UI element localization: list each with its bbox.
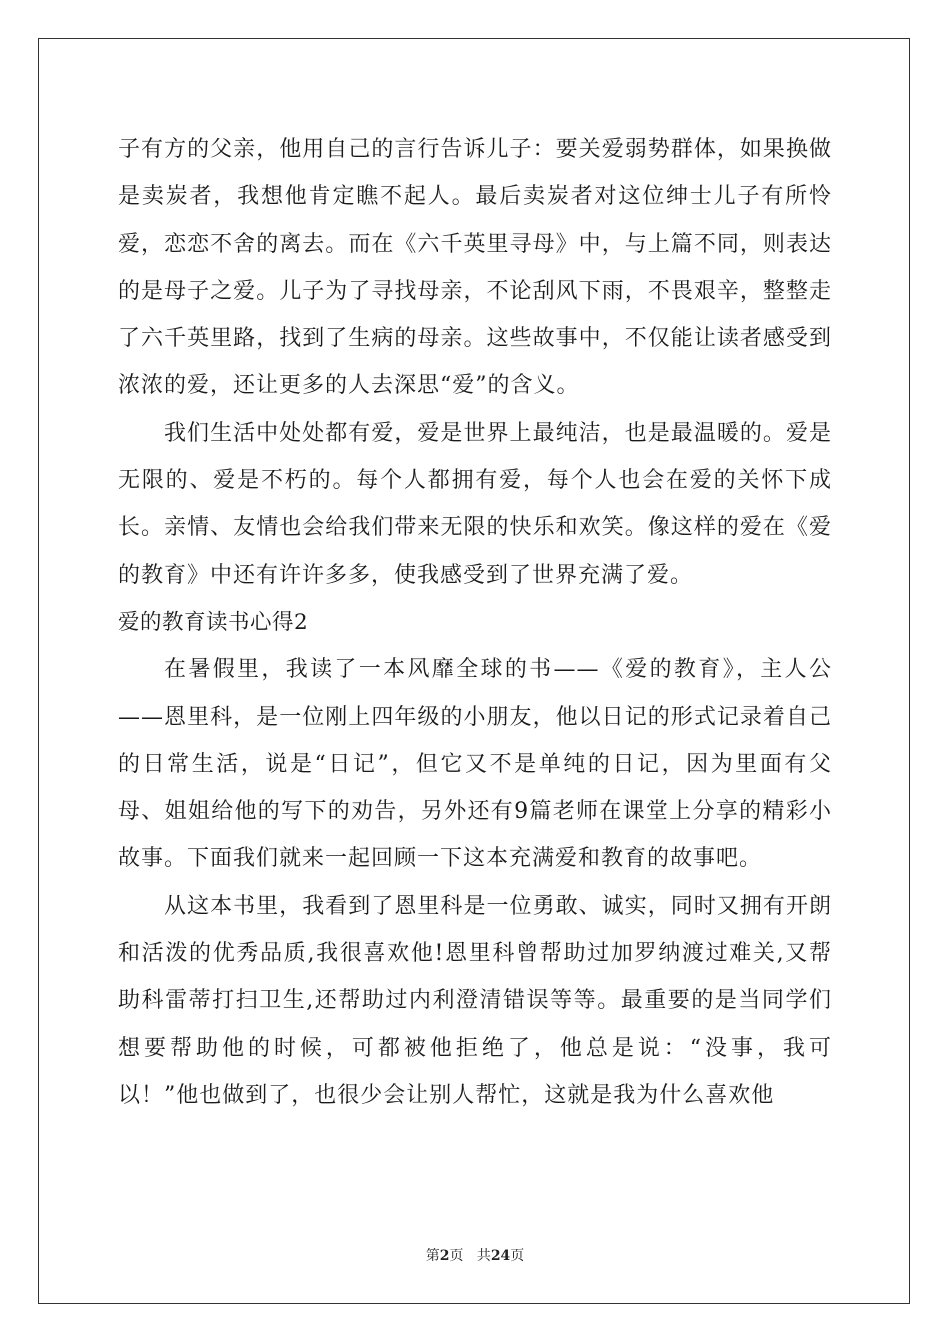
page-suffix: 页 xyxy=(449,1248,464,1264)
page-number: 2 xyxy=(439,1248,450,1264)
section-title: 爱的教育读书心得2 xyxy=(118,609,309,635)
page-footer xyxy=(0,1245,950,1265)
paragraph-3: 在暑假里，我读了一本风靡全球的书——《爱的教育》，主人公——恩里科，是一位刚上四年级的小朋友，他以日记的形式记录着自己的日常生活，说是“日记”，但它又不是单纯的日记，因为里面有父母、姐姐给他的写下的劝告，另外还有9篇老师在课堂上分享的精彩小故事。下面我们就来一起回顾一下这本充满爱和教育的故事吧。 xyxy=(118,657,832,872)
total-prefix: 共 xyxy=(476,1248,491,1264)
paragraph-4: 从这本书里，我看到了恩里科是一位勇敢、诚实，同时又拥有开朗和活泼的优秀品质,我很喜欢他!恩里科曾帮助过加罗纳渡过难关,又帮助科雷蒂打扫卫生,还帮助过内利澄清错误等等。最重要的是当同学们想要帮助他的时候，可都被他拒绝了，他总是说：“没事，我可以！”他也做到了，也很少会让别人帮忙，这就是我为什么喜欢他 xyxy=(118,893,832,1108)
paragraph-1: 子有方的父亲，他用自己的言行告诉儿子：要关爱弱势群体，如果换做是卖炭者，我想他肯定瞧不起人。最后卖炭者对这位绅士儿子有所怜爱，恋恋不舍的离去。而在《六千英里寻母》中，与上篇不同，则表达的是母子之爱。儿子为了寻找母亲，不论刮风下雨，不畏艰辛，整整走了六千英里路，找到了生病的母亲。这些故事中，不仅能让读者感受到浓浓的爱，还让更多的人去深思“爱”的含义。 xyxy=(118,137,832,399)
total-suffix: 页 xyxy=(510,1248,525,1264)
document-body xyxy=(118,126,832,1119)
paragraph-2: 我们生活中处处都有爱，爱是世界上最纯洁，也是最温暖的。爱是无限的、爱是不朽的。每个人都拥有爱，每个人也会在爱的关怀下成长。亲情、友情也会给我们带来无限的快乐和欢笑。像这样的爱在《爱的教育》中还有许许多多，使我感受到了世界充满了爱。 xyxy=(118,420,832,588)
page-prefix: 第 xyxy=(425,1248,440,1264)
total-pages: 24 xyxy=(490,1248,511,1264)
